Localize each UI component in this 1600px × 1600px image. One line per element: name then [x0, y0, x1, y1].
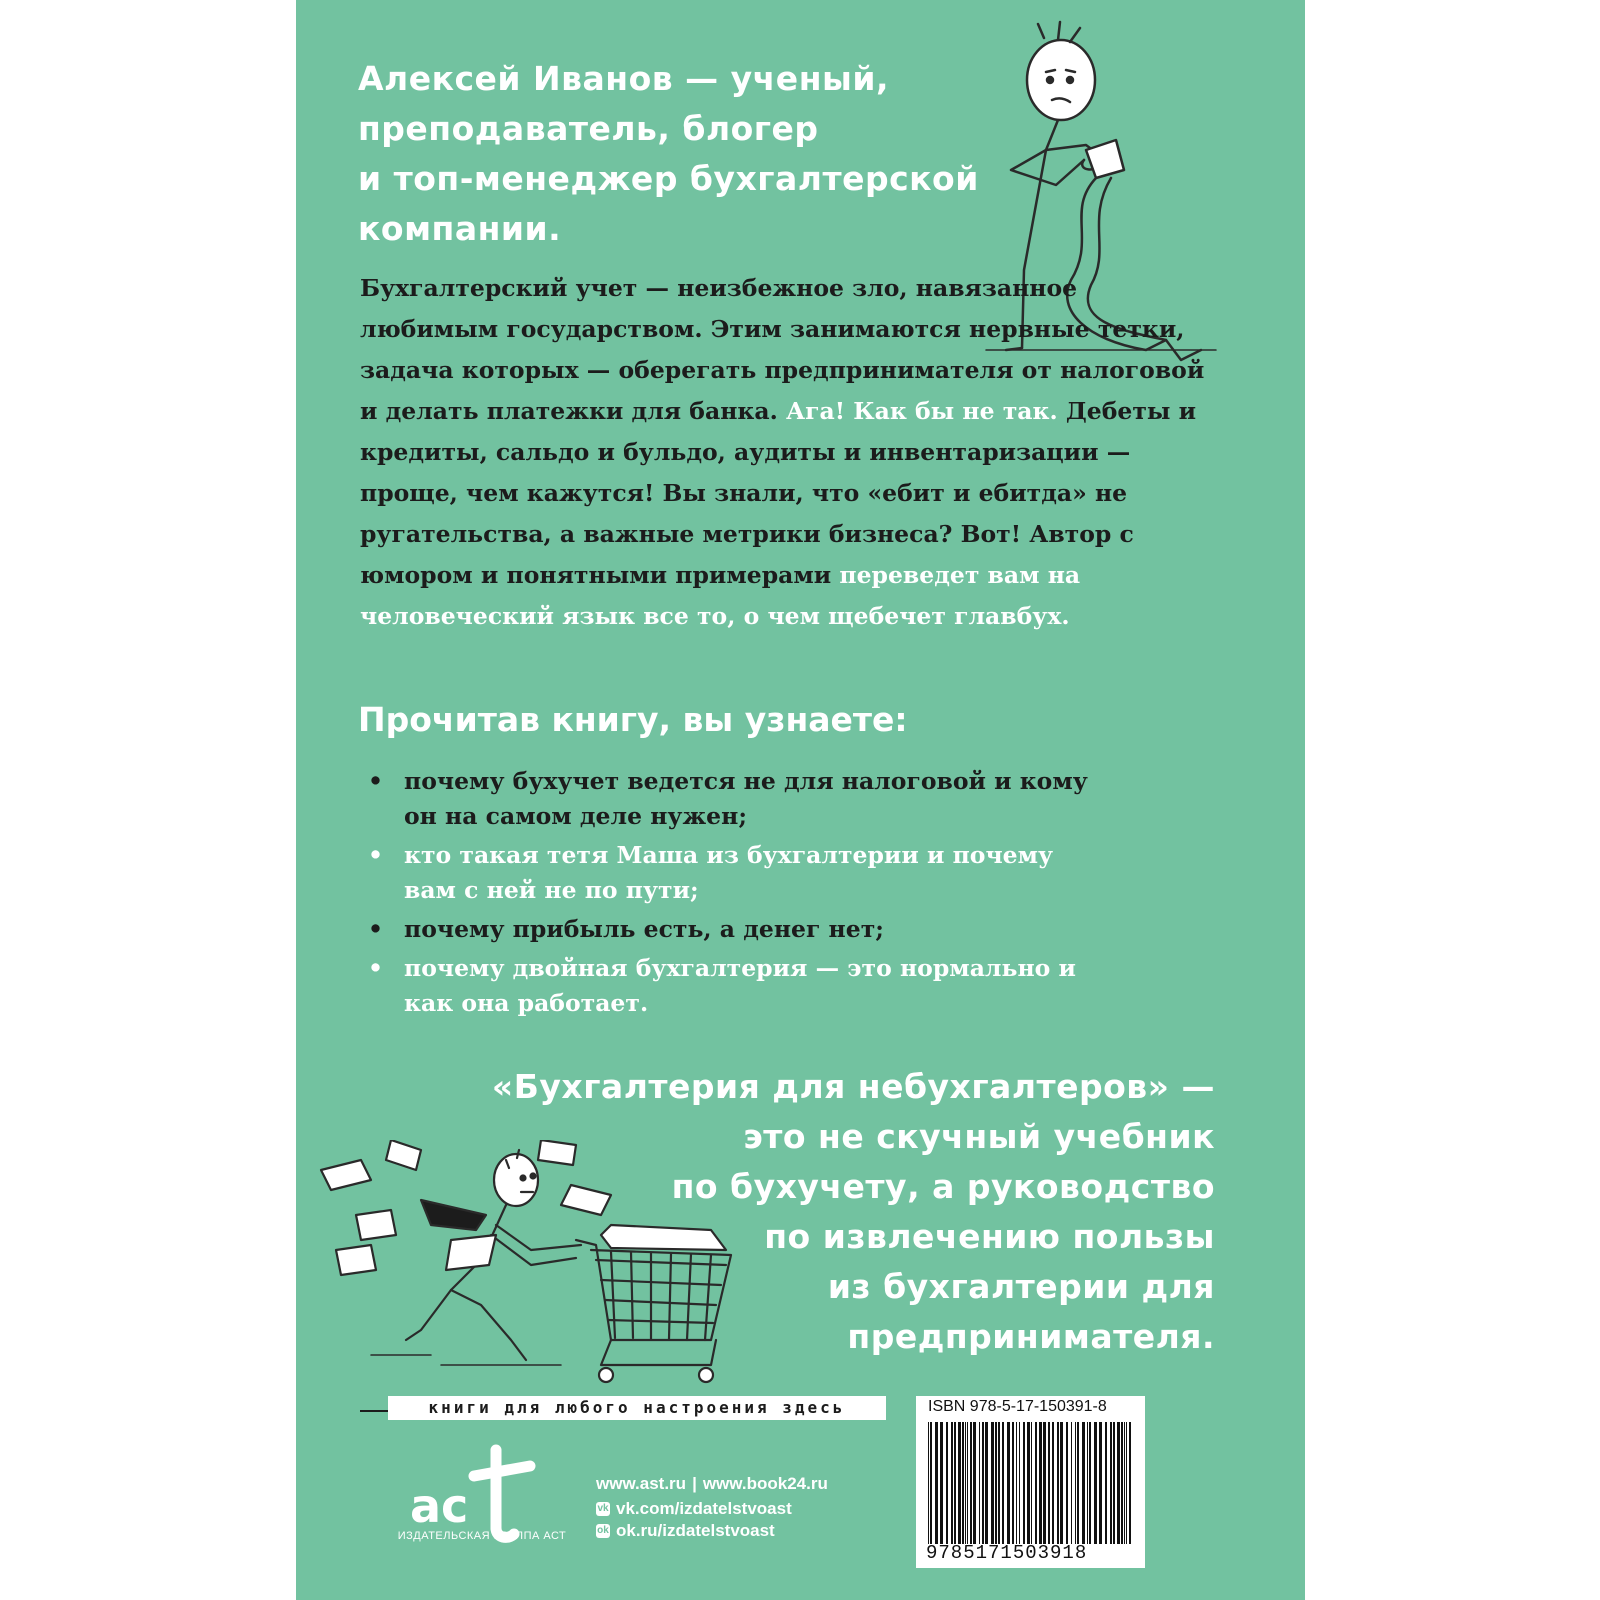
author-line: компании. [358, 209, 562, 248]
barcode-bar [967, 1422, 968, 1544]
intro-highlight: Ага! Как бы не так. [777, 397, 1066, 425]
barcode-bar [1016, 1422, 1017, 1544]
barcode-bar [1077, 1422, 1079, 1544]
barcode-bar [985, 1422, 988, 1544]
barcode-bar [1060, 1422, 1063, 1544]
barcode-bar [965, 1422, 966, 1544]
barcode-bar [1124, 1422, 1125, 1544]
barcode-bar [973, 1422, 976, 1544]
ok-prefix: ok.ru/ [616, 1521, 663, 1540]
barcode-bar [1031, 1422, 1032, 1544]
bullet-dot: • [368, 954, 384, 982]
logo-text: ac [410, 1479, 469, 1533]
barcode-bar [1039, 1422, 1042, 1544]
barcode-bar [1126, 1422, 1127, 1544]
quote-line: «Бухгалтерия для небухгалтеров» — [491, 1067, 1215, 1106]
barcode-bar [1075, 1422, 1076, 1544]
barcode-bar [1057, 1422, 1059, 1544]
barcode-bar [928, 1422, 929, 1544]
quote-line: из бухгалтерии для [827, 1267, 1215, 1306]
intro-highlight: переведет вам на человеческий язык все то, о чем щебечет главбух. [360, 561, 1081, 630]
barcode-bar [935, 1422, 938, 1544]
barcode-bar [1002, 1422, 1004, 1544]
list-item [368, 838, 1088, 908]
barcode-bar [1110, 1422, 1112, 1544]
intro-paragraph [360, 268, 1220, 637]
barcode-bar [982, 1422, 984, 1544]
quote-line: по извлечению пользы [764, 1217, 1215, 1256]
bullet-dot: • [368, 767, 384, 795]
ok-icon: ok [597, 1525, 609, 1536]
intro-text: Бухгалтерский учет — неизбежное зло, навязанное любимым государством. Этим занимаются нервные тетки, задача которых — оберегать предпринимателя от налоговой и делать платежки для банка. [360, 274, 1205, 425]
barcode-bar [1129, 1422, 1131, 1544]
back-cover [296, 0, 1305, 1600]
barcode-bar [1007, 1422, 1010, 1544]
intro-text: Дебеты и кредиты, сальдо и бульдо, аудиты и инвентаризации — проще, чем кажутся! Вы знали, что «ебит и ебитда» не ругательства, а важные метрики бизнеса? Вот! Автор с юмором и понятными примерами [360, 397, 1197, 589]
barcode-bar [962, 1422, 964, 1544]
link-book24[interactable]: www.book24.ru [702, 1474, 828, 1493]
bullet-dot: • [368, 841, 384, 869]
bullet-dot: • [368, 915, 384, 943]
learn-list [368, 764, 1088, 1025]
author-line: преподаватель, блогер [358, 109, 819, 148]
barcode-bar [954, 1422, 956, 1544]
list-item-text: почему двойная бухгалтерия — это нормально и как она работает. [404, 954, 1076, 1017]
barcode-bar [995, 1422, 997, 1544]
list-item [368, 951, 1088, 1021]
publisher-links [596, 1470, 828, 1542]
barcode-bar [1027, 1422, 1030, 1544]
barcode-bar [1023, 1422, 1025, 1544]
barcode-bar [998, 1422, 1000, 1544]
barcode-bar [1089, 1422, 1091, 1544]
link-separator: | [692, 1474, 697, 1493]
quote-line: это не скучный учебник [743, 1117, 1215, 1156]
quote-line: по бухучету, а руководство [671, 1167, 1215, 1206]
author-line: Алексей Иванов — ученый, [358, 59, 889, 98]
barcode-bar [1121, 1422, 1123, 1544]
list-item-text: кто такая тетя Маша из бухгалтерии и почему вам с ней не по пути; [404, 841, 1054, 904]
barcode-bar [1012, 1422, 1014, 1544]
barcode-bar [946, 1422, 948, 1544]
barcode-bar [991, 1422, 994, 1544]
barcode-bar [1043, 1422, 1046, 1544]
author-line: и топ-менеджер бухгалтерской [358, 159, 979, 198]
isbn-block [916, 1396, 1145, 1568]
isbn-label: ISBN 978-5-17-150391-8 [928, 1398, 1107, 1415]
barcode-bar [1099, 1422, 1102, 1544]
barcode-digits: 9785171503918 [926, 1542, 1088, 1564]
ok-link[interactable] [596, 1520, 828, 1542]
barcode-bar [1105, 1422, 1107, 1544]
tagline-rule [360, 1410, 390, 1412]
list-item [368, 912, 1088, 947]
barcode-bar [1048, 1422, 1050, 1544]
list-item-text: почему прибыль есть, а денег нет; [404, 915, 884, 943]
website-links [596, 1470, 828, 1498]
barcode-bar [1066, 1422, 1068, 1544]
vk-link[interactable] [596, 1498, 828, 1520]
barcode-bar [1052, 1422, 1054, 1544]
barcode-bar [1113, 1422, 1115, 1544]
barcode-bar [958, 1422, 961, 1544]
vk-prefix: vk.com/ [616, 1499, 680, 1518]
barcode-bar [1087, 1422, 1088, 1544]
list-item-text: почему бухучет ведется не для налоговой и кому он на самом деле нужен; [404, 767, 1088, 830]
barcode-bar [951, 1422, 953, 1544]
barcode-bar [970, 1422, 972, 1544]
barcode-bar [1071, 1422, 1072, 1544]
barcode-bar [979, 1422, 980, 1544]
quote-line: предпринимателя. [847, 1317, 1215, 1356]
learn-heading: Прочитав книгу, вы узнаете: [358, 700, 908, 739]
vk-handle: izdatelstvoast [679, 1499, 792, 1518]
barcode-bar [1019, 1422, 1020, 1544]
link-ast[interactable]: www.ast.ru [596, 1474, 687, 1493]
barcode-bar [1035, 1422, 1037, 1544]
barcode-bar [1082, 1422, 1085, 1544]
barcode-bar [1094, 1422, 1097, 1544]
author-bio [358, 54, 1048, 254]
ok-handle: izdatelstvoast [662, 1521, 775, 1540]
publisher-name: ИЗДАТЕЛЬСКАЯ ГРУППА АСТ [397, 1530, 567, 1542]
tagline: книги для любого настроения здесь [388, 1396, 886, 1420]
shopping-cart-illustration [311, 1140, 741, 1400]
barcode-bar [940, 1422, 943, 1544]
barcode [928, 1422, 1133, 1544]
barcode-bar [930, 1422, 932, 1544]
vk-icon: vk [597, 1503, 609, 1514]
list-item [368, 764, 1088, 834]
barcode-bar [1117, 1422, 1120, 1544]
